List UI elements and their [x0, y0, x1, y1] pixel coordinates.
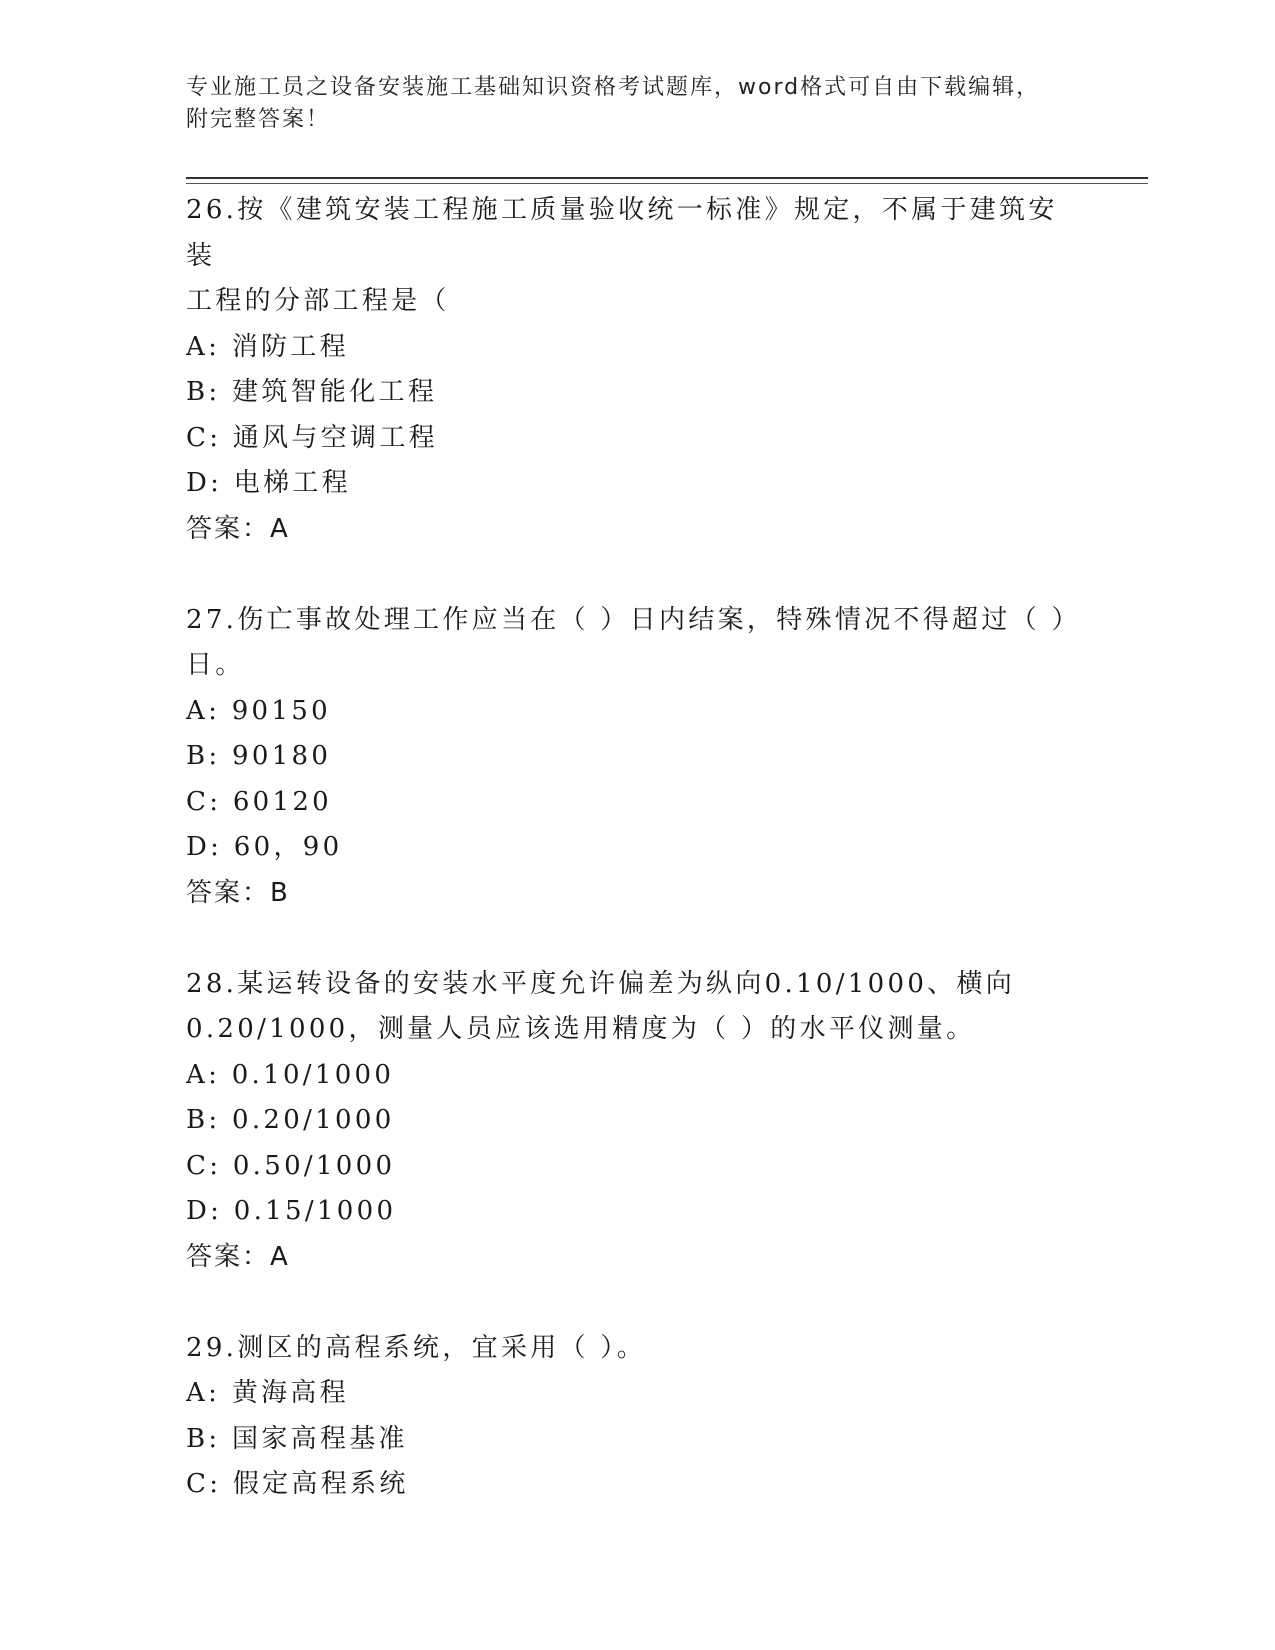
question-spacer: [186, 1280, 1086, 1326]
option-b: B: 0.20/1000: [186, 1105, 395, 1135]
question-29: [186, 1326, 1086, 1508]
document-header: [186, 72, 1086, 136]
question-spacer: [186, 552, 1086, 598]
question-stem-continued: 工程的分部工程是（: [186, 286, 450, 316]
option-a: A: 0.10/1000: [186, 1059, 395, 1090]
question-27: [186, 598, 1086, 962]
answer: 答案：B: [186, 877, 290, 908]
question-stem: 29.测区的高程系统，宜采用（ ）。: [186, 1332, 647, 1363]
option-a: A: 消防工程: [186, 331, 349, 362]
option-c: C: 0.50/1000: [186, 1150, 396, 1181]
option-c: C: 通风与空调工程: [186, 422, 438, 453]
option-b: B: 国家高程基准: [186, 1423, 408, 1454]
question-spacer: [186, 916, 1086, 962]
header-line-1: 专业施工员之设备安装施工基础知识资格考试题库，word格式可自由下载编辑，: [186, 75, 1041, 100]
question-stem: 26.按《建筑安装工程施工质量验收统一标准》规定，不属于建筑安装: [186, 195, 1058, 271]
option-b: B: 建筑智能化工程: [186, 377, 438, 407]
header-divider-thin: [186, 183, 1148, 184]
header-line-2: 附完整答案！: [186, 107, 331, 132]
option-d: D: 60，90: [186, 832, 343, 862]
question-26: [186, 188, 1086, 598]
option-d: D: 0.15/1000: [186, 1196, 397, 1226]
question-28: [186, 962, 1086, 1326]
header-divider-thick: [186, 177, 1148, 179]
option-c: C: 假定高程系统: [186, 1469, 409, 1499]
option-b: B: 90180: [186, 741, 332, 771]
option-d: D: 电梯工程: [186, 468, 351, 498]
question-stem-continued: 日。: [186, 650, 245, 680]
option-a: A: 90150: [186, 695, 331, 726]
question-stem: 28.某运转设备的安装水平度允许偏差为纵向0.10/1000、横向: [186, 968, 1016, 999]
option-c: C: 60120: [186, 786, 333, 817]
question-stem: 27.伤亡事故处理工作应当在（ ）日内结案，特殊情况不得超过（ ）: [186, 604, 1081, 635]
option-a: A: 黄海高程: [186, 1378, 349, 1408]
question-list: [186, 188, 1086, 1508]
answer: 答案：A: [186, 513, 290, 544]
answer: 答案：A: [186, 1241, 290, 1272]
question-stem-continued: 0.20/1000，测量人员应该选用精度为（ ）的水平仪测量。: [186, 1014, 976, 1044]
